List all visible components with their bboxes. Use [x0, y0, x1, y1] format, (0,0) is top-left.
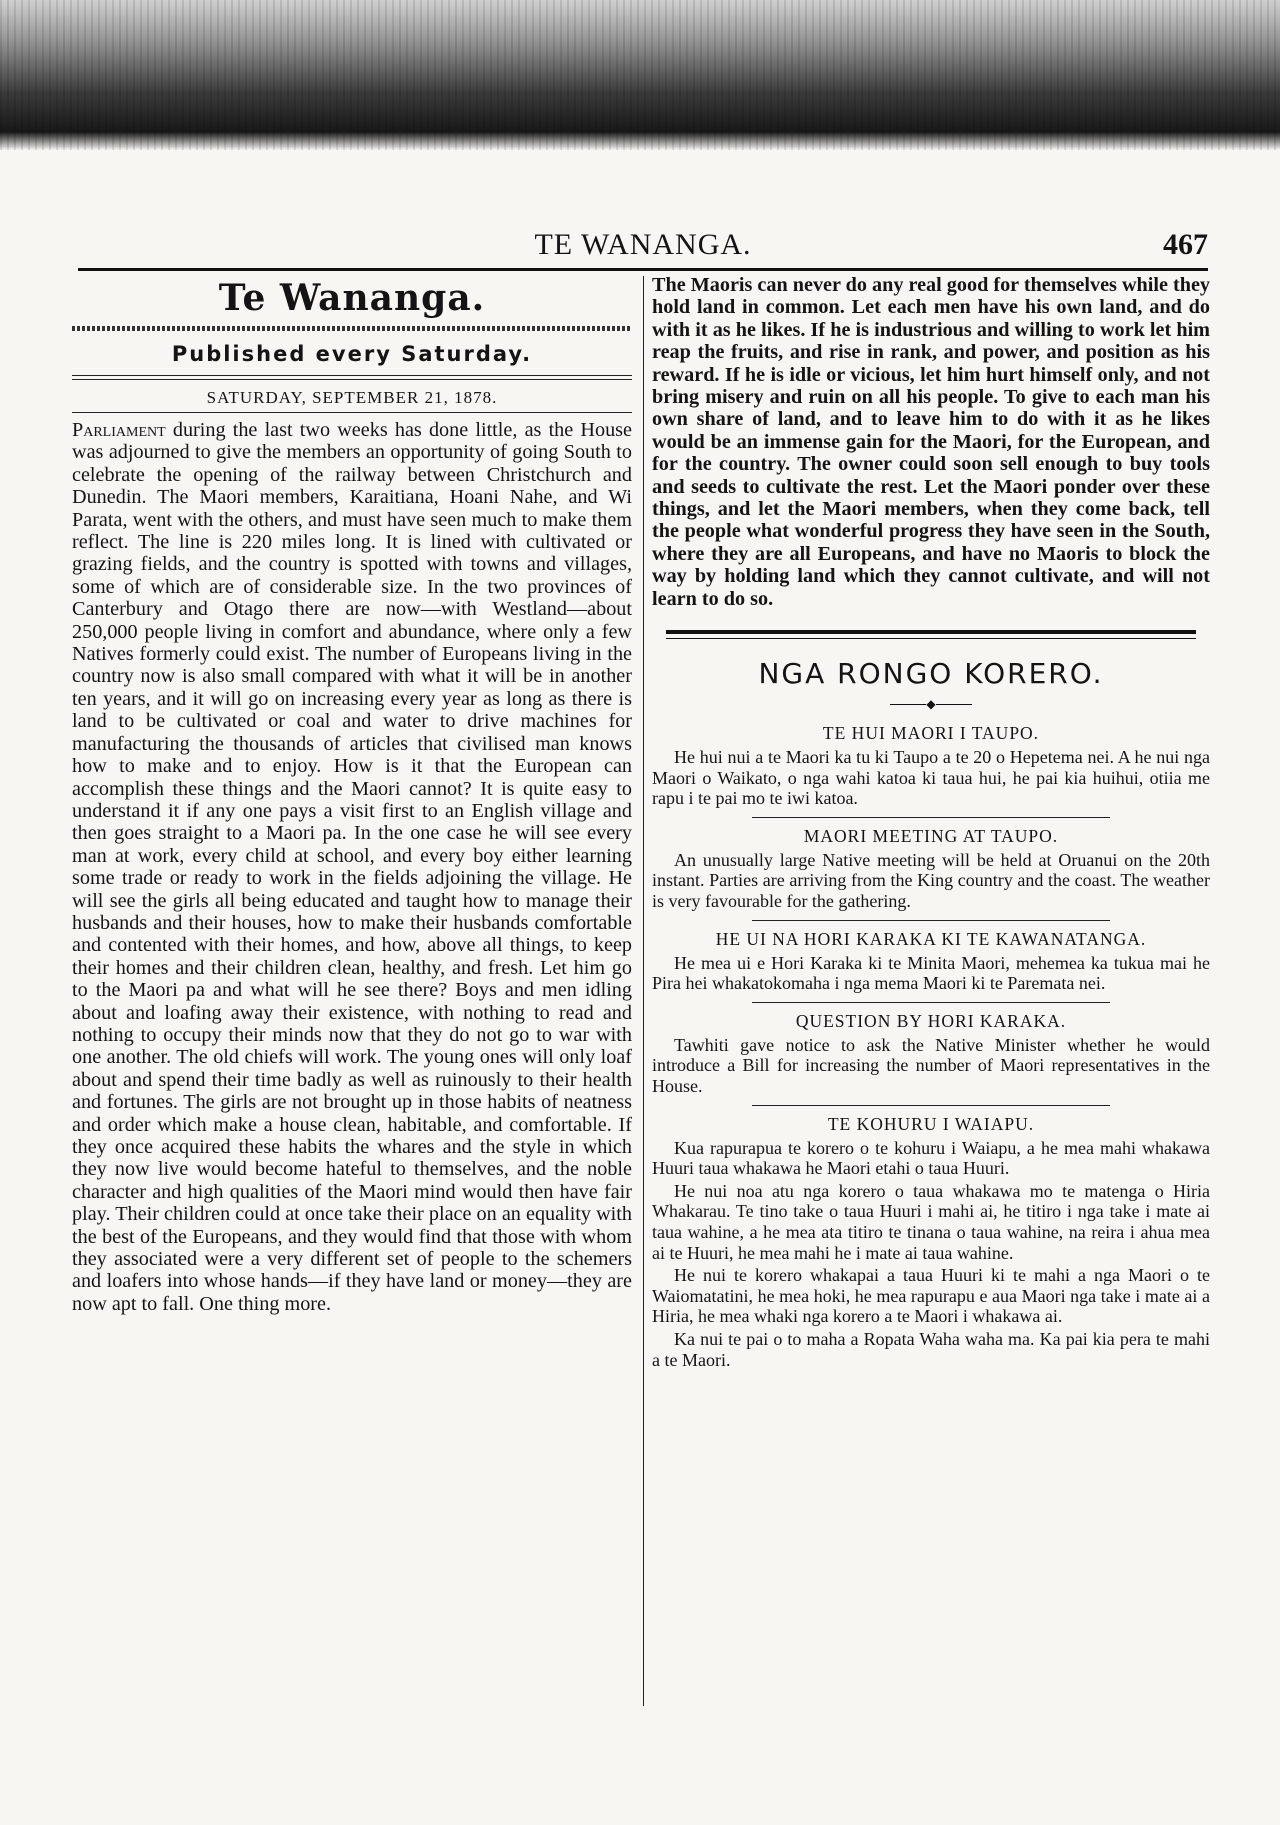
news-paragraph: He nui noa atu nga korero o taua whakawa mo te matenga o Hiria Whakarau. Te tino take o taua Huuri i mahi ai, he titiro i nga take i mate ai taua wahine, a he mea ata titiro te tinana o taua wahine, na reira i ahua mea ai te Huuri, he mea mahi he i mate ai taua wahine. — [652, 1180, 1210, 1263]
news-paragraph: An unusually large Native meeting will be held at Oruanui on the 20th instant. Parties are arriving from the King country and the coast. The weather is very favourable for the gathering. — [652, 849, 1210, 912]
dateline: SATURDAY, SEPTEMBER 21, 1878. — [72, 384, 632, 413]
editorial-continuation: The Maoris can never do any real good for themselves while they hold land in common. Let each men have his own land, and do with it as he likes. If he is industrious and willing to work let him reap the fruits, and rise in rank, and power, and position as his reward. If he is idle or vicious, let him hurt himself only, and not bring misery and ruin on all his people. To give to each man his own share of land, and to leave him to do with it as he likes would be an immense gain for the Maori, for the European, and for the country. The owner could soon sell enough to buy tools and seeds to cultivate the rest. Let the Maori ponder over these things, and let the Maori members, when they come back, tell the people what wonderful progress they have seen in the South, where they are all Europeans, and have no Maoris to block the way by holding land which they cannot cultivate, and will not learn to do so. — [652, 274, 1210, 610]
double-rule — [72, 375, 632, 380]
masthead-rule — [72, 326, 632, 331]
news-heading: TE HUI MAORI I TAUPO. — [822, 723, 1040, 744]
news-separator — [752, 1105, 1110, 1106]
news-separator — [752, 817, 1110, 818]
published-line: Published every Saturday. — [171, 342, 533, 366]
news-separator — [752, 920, 1110, 921]
editorial — [72, 419, 632, 1315]
news-heading: TE KOHURU I WAIAPU. — [827, 1113, 1035, 1134]
news-paragraph: He hui nui a te Maori ka tu ki Taupo a te 20 o Hepetema nei. A he nui nga Maori o Waikato, o nga wahi katoa ki taua hui, he pai kia huihui, otiia me rapu i te pai mo te iwi katoa. — [652, 747, 1210, 809]
section-title: NGA RONGO KORERO. — [758, 657, 1104, 691]
news-items — [652, 723, 1210, 1370]
news-paragraph: He nui te korero whakapai a taua Huuri ki te mahi a nga Maori o te Waiomatatini, he mea hoki, he mea rapurapu e aua Maori nga take i mate ai a Hiria, he mea whaki nga korero a te Maori i whakawa ai. — [652, 1265, 1210, 1327]
news-paragraph: Kua rapurapua te korero o te kohuru i Waiapu, a he mea mahi whakawa Huuri taua whakawa he Maori etahi o taua Huuri. — [652, 1137, 1210, 1179]
ornament-divider: ◆ — [652, 697, 1210, 713]
header-rule — [78, 268, 1208, 271]
news-heading: HE UI NA HORI KARAKA KI TE KAWANATANGA. — [715, 928, 1147, 949]
scan-edge — [0, 0, 1280, 150]
left-column — [72, 274, 632, 1315]
running-head — [78, 228, 1208, 264]
masthead: Te Wananga. — [218, 277, 486, 319]
right-column — [652, 274, 1210, 1372]
running-title: TE WANANGA. — [534, 228, 752, 261]
news-paragraph: Ka nui te pai o to maha a Ropata Waha waha ma. Ka pai kia pera te mahi a te Maori. — [652, 1328, 1210, 1370]
column-divider — [643, 276, 644, 1706]
section-rule — [666, 630, 1196, 639]
news-heading: QUESTION BY HORI KARAKA. — [795, 1010, 1067, 1031]
lead-word: Parliament — [72, 419, 166, 441]
news-separator — [752, 1002, 1110, 1003]
news-paragraph: He mea ui e Hori Karaka ki te Minita Maori, mehemea ka tukua mai he Pira hei whakatokomaha i nga mema Maori ki te Paremata nei. — [652, 952, 1210, 994]
news-paragraph: Tawhiti gave notice to ask the Native Minister whether he would introduce a Bill for increasing the number of Maori representatives in the House. — [652, 1034, 1210, 1097]
editorial-text: during the last two weeks has done little, as the House was adjourned to give the members an opportunity of going South to celebrate the opening of the railway between Christchurch and Dunedin. The Maori members, Karaitiana, Hoani Nahe, and Wi Parata, went with the others, and must have seen much to make them reflect. The line is 220 miles long. It is lined with cultivated or grazing fields, and the country is spotted with towns and villages, some of which are of considerable size. In the two provinces of Canterbury and Otago there are now—with Westland—about 250,000 people living in comfort and abundance, where only a few Natives formerly could exist. The number of Europeans living in the country now is also small compared with what it will be in another ten years, and it will go on increasing every year as long as there is land to be cultivated or coal and water to drive machines for manufacturing the thousands of articles that civilised man knows how to make and to enjoy. How is it that the European can accomplish these things and the Maori cannot? It is quite easy to understand it if any one pays a visit first to an English village and then goes straight to a Maori pa. In the one case he will see every man at work, every child at school, and every boy either learning some trade or ready to work in the fields adjoining the village. He will see the girls all being educated and taught how to manage their husbands and their houses, how to make their husbands comfortable and contented with their homes, and how, above all things, to keep their homes and their children clean, healthy, and fresh. Let him go to the Maori pa and what will he see there? Boys and men idling about and loafing away their existence, with nothing to read and nothing to occupy their minds now that they do not go to war with one another. The old chiefs will work. The young ones will only loaf about and spend their time badly as well as ruinously to their health and fortunes. The girls are not brought up in those habits of neatness and order which make a house clean, habitable, and comfortable. If they once acquired these habits the whares and the style in which they now live would become hateful to themselves, and the noble character and high qualities of the Maori mind would then have fair play. Their children could at once take their place on an equality with the best of the Europeans, and they would find that those with whom they associated were a very different set of people to the schemers and loafers into whose hands—if they have land or money—they are now apt to fall. One thing more. — [72, 419, 632, 1315]
news-heading: MAORI MEETING AT TAUPO. — [803, 825, 1059, 846]
page-number: 467 — [1163, 228, 1208, 261]
